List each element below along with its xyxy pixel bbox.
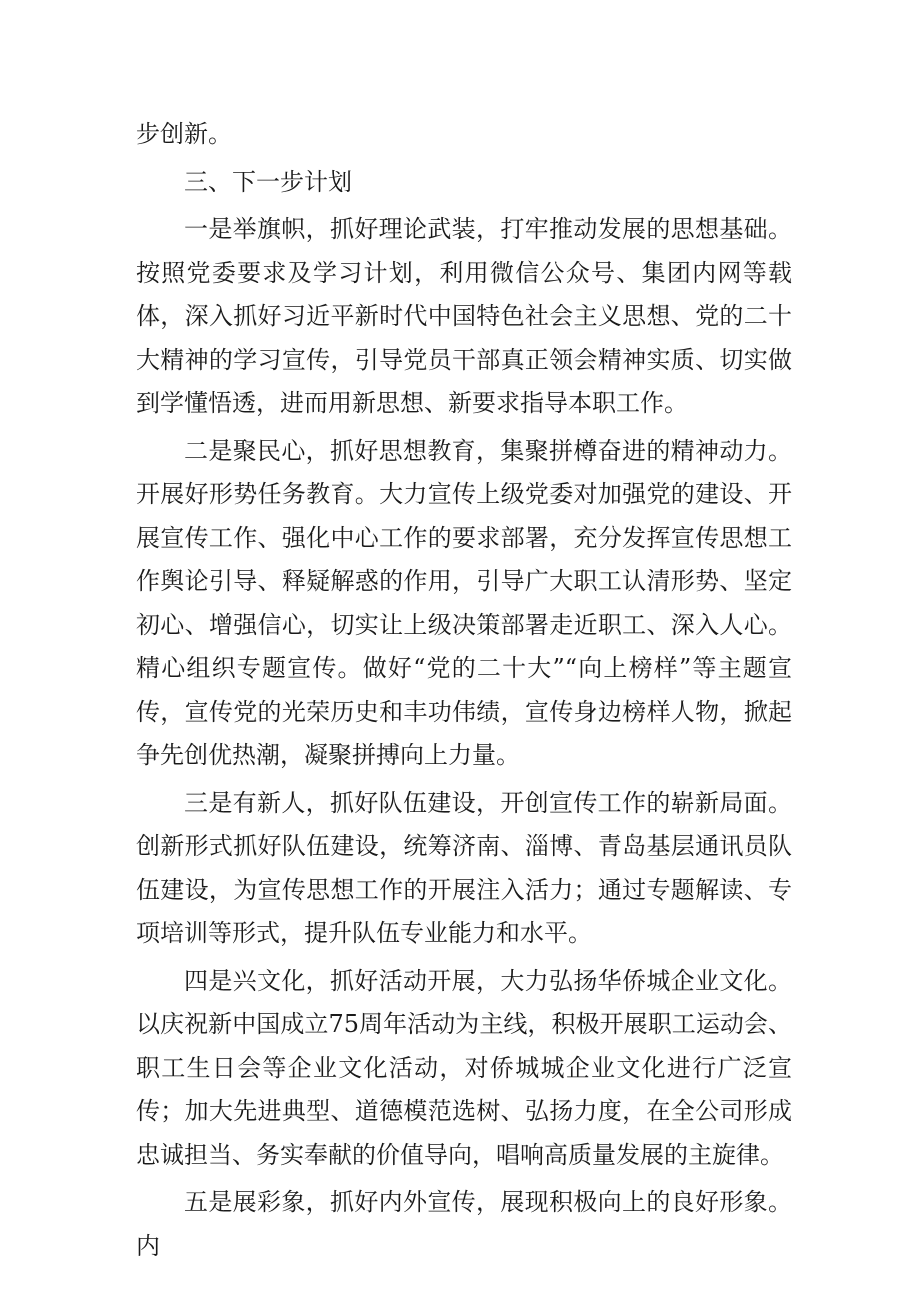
- section-heading: 三、下一步计划: [184, 167, 352, 196]
- paragraph-item-1: 一是举旗帜，抓好理论武装，打牢推动发展的思想基础。按照党委要求及学习计划，利用微信公众号、集团内网等载体，深入抓好习近平新时代中国特色社会主义思想、党的二十大精神的学习宣传，引导党员干部真正领会精神实质、切实做到学懂悟透，进而用新思想、新要求指导本职工作。: [136, 215, 792, 417]
- paragraph-item-3: 三是有新人，抓好队伍建设，开创宣传工作的崭新局面。创新形式抓好队伍建设，统筹济南、淄博、青岛基层通讯员队伍建设，为宣传思想工作的开展注入活力；通过专题解读、专项培训等形式，提升队伍专业能力和水平。: [136, 788, 792, 947]
- document-body: [136, 113, 792, 1268]
- paragraph-item-5: 五是展彩象，抓好内外宣传，展现积极向上的良好形象。内: [136, 1188, 792, 1260]
- paragraph-item-4: 四是兴文化，抓好活动开展，大力弘扬华侨城企业文化。以庆祝新中国成立75周年活动为主线，积极开展职工运动会、职工生日会等企业文化活动，对侨城城企业文化进行广泛宣传；加大先进典型、道德模范选树、弘扬力度，在全公司形成忠诚担当、务实奉献的价值导向，唱响高质量发展的主旋律。: [136, 966, 792, 1169]
- paragraph-continuation: 步创新。: [136, 120, 232, 148]
- paragraph-item-2: 二是聚民心，抓好思想教育，集聚拼樽奋进的精神动力。开展好形势任务教育。大力宣传上级党委对加强党的建设、开展宣传工作、强化中心工作的要求部署，充分发挥宣传思想工作舆论引导、释疑解惑的作用，引导广大职工认清形势、坚定初心、增强信心，切实让上级决策部署走近职工、深入人心。精心组织专题宣传。做好“党的二十大”“向上榜样”等主题宣传，宣传党的光荣历史和丰功伟绩，宣传身边榜样人物，掀起争先创优热潮，凝聚拼搏向上力量。: [136, 436, 792, 769]
